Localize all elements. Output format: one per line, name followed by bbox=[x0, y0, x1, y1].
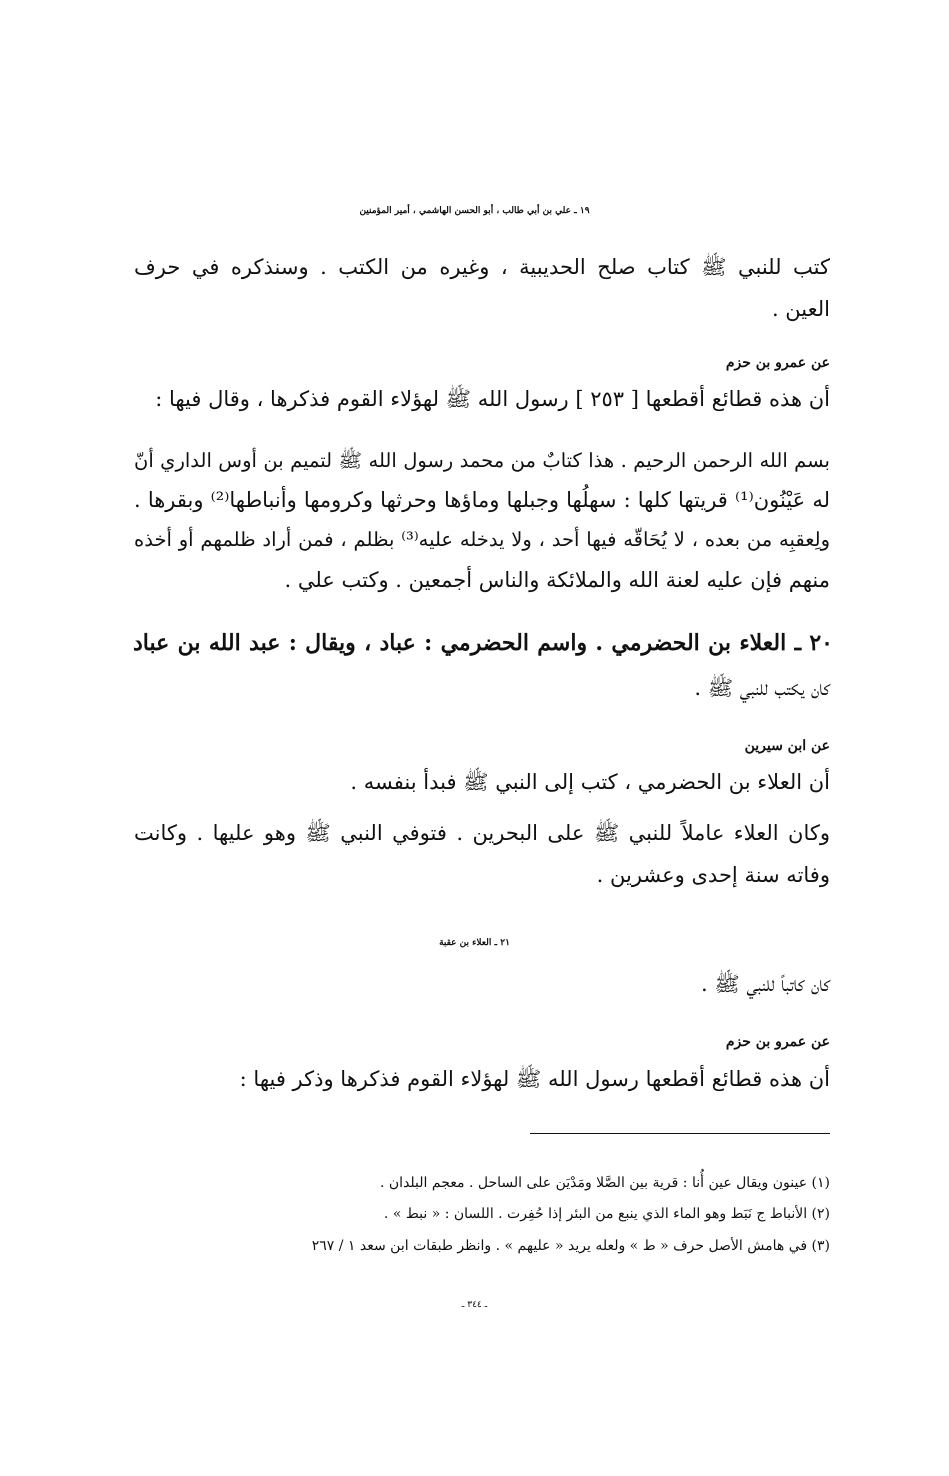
section-20-paragraph-line: وفاته سنة إحدى وعشرين . bbox=[596, 863, 830, 887]
footnote-separator bbox=[530, 1133, 830, 1134]
section-19-letter-line: منهم فإن عليه لعنة الله والملائكة والناس أجمعين . وكتب علي . bbox=[284, 568, 830, 592]
section-21-source: عن عمرو بن حزم bbox=[725, 1034, 830, 1050]
section-19-paragraph-line: كتب للنبي ﷺ كتاب صلح الحديبية ، وغيره من الكتب . وسنذكره في حرف bbox=[134, 255, 830, 279]
section-21-paragraph: كان كاتباً للنبي ﷺ . bbox=[701, 972, 830, 996]
section-21-heading: ٢١ ـ العلاء بن عقبة bbox=[439, 938, 510, 948]
section-19-letter-line: بسم الله الرحمن الرحيم . هذا كتابٌ من محمد رسول الله ﷺ لتميم بن أوس الداري أنّ bbox=[134, 449, 830, 472]
footnote: (٢) الأنباط ج نَبَط وهو الماء الذي ينبع من البئر إذا حُفِرت . اللسان : « نبط » . bbox=[383, 1206, 830, 1222]
section-20-heading: ٢٠ ـ العلاء بن الحضرمي . واسم الحضرمي : عباد ، ويقال : عبد الله بن عباد bbox=[133, 630, 833, 656]
section-20-source: عن ابن سيرين bbox=[744, 738, 830, 754]
footnote: (٣) في هامش الأصل حرف « ط » ولعله يريد « عليهم » . وانظر طبقات ابن سعد ١ / ٢٦٧ bbox=[311, 1238, 830, 1254]
page-number: ـ ٣٤٤ ـ bbox=[461, 1300, 488, 1310]
footnote: (١) عينون ويقال عين أُنا : قرية بين الصَّلا ومَدْيَن على الساحل . معجم البلدان . bbox=[380, 1175, 830, 1191]
section-19-letter-line: ولِعقبِه من بعده ، لا يُحَاقّه فيها أحد ، ولا يدخله عليه⁽³⁾ بظلم ، فمن أراد ظلمهم أو أخذه bbox=[134, 528, 830, 551]
section-19-letter-line: له عَيْنُون⁽¹⁾ قريتها كلها : سهلُها وجبلها وماؤها وحرثها وكرومها وأنباطها⁽²⁾ وبقرها . bbox=[134, 488, 830, 512]
section-19-heading: ١٩ ـ علي بن أبي طالب ، أبو الحسن الهاشمي ، أمير المؤمنين bbox=[359, 206, 590, 216]
section-20-quote: أن العلاء بن الحضرمي ، كتب إلى النبي ﷺ فبدأ بنفسه . bbox=[350, 770, 830, 794]
section-19-source: عن عمرو بن حزم bbox=[725, 355, 830, 371]
section-19-paragraph-line: العين . bbox=[771, 297, 830, 321]
section-20-paragraph: كان يكتب للنبي ﷺ . bbox=[694, 676, 830, 700]
section-20-paragraph-line: وكان العلاء عاملاً للنبي ﷺ على البحرين . فتوفي النبي ﷺ وهو عليها . وكانت bbox=[134, 821, 830, 845]
section-21-quote: أن هذه قطائع أقطعها رسول الله ﷺ لهؤلاء القوم فذكرها وذكر فيها : bbox=[239, 1067, 830, 1091]
section-19-quote: أن هذه قطائع أقطعها [ ٢٥٣ ] رسول الله ﷺ لهؤلاء القوم فذكرها ، وقال فيها : bbox=[155, 387, 830, 411]
